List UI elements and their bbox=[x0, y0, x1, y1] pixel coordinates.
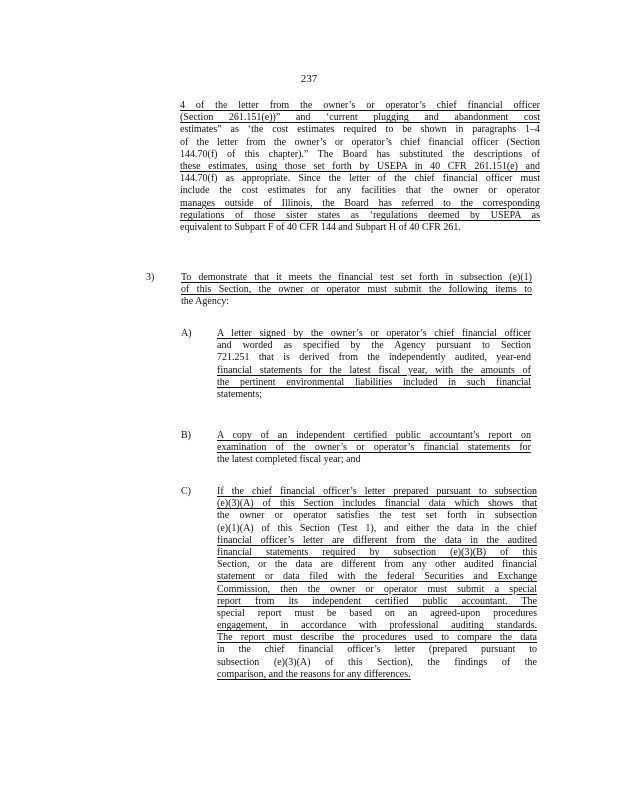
text-line: The report must describe the procedures used to compare the data bbox=[217, 632, 537, 644]
text-line: these estimates, using those set forth by USEPA in 40 CFR 261.151(e) and bbox=[180, 160, 540, 172]
text-line: and worded as specified by the Agency pursuant to Section bbox=[217, 340, 531, 352]
text-line: A letter signed by the owner’s or operator’s chief financial officer bbox=[217, 328, 531, 339]
text-line: include the cost estimates for any facilities that the owner or operator bbox=[180, 185, 540, 197]
text-line: statement or data filed with the federal Securities and Exchange bbox=[217, 571, 537, 583]
text-line: examination of the owner’s or operator’s financial statements for bbox=[217, 442, 531, 454]
text-line: 144.70(f) of this chapter).” The Board has substituted the descriptions of bbox=[180, 148, 540, 160]
text-line: (e)(3)(A) of this Section includes financial data which shows that bbox=[217, 498, 537, 510]
text-line: regulations of those sister states as ‘regulations deemed by USEPA as bbox=[180, 209, 540, 221]
text-line: Section, or the data are different from any other audited financial bbox=[217, 559, 537, 571]
text-line: Commission, then the owner or operator must submit a special bbox=[217, 583, 537, 595]
page-number: 237 bbox=[300, 73, 318, 85]
text-line: 144.70(f) as appropriate. Since the letter of the chief financial officer must bbox=[180, 173, 540, 185]
text-line: 4 of the letter from the owner’s or operator’s chief financial officer bbox=[180, 100, 540, 111]
text-line: (Section 261.151(e))” and ‘current plugging and abandonment cost bbox=[180, 112, 540, 124]
text-line: subsection (e)(3)(A) of this Section), the findings of the bbox=[217, 656, 537, 668]
text-line: If the chief financial officer’s letter prepared pursuant to subsection bbox=[217, 486, 537, 497]
text-line: manages outside of Illinois, the Board has referred to the corresponding bbox=[180, 197, 540, 209]
item-b-text bbox=[217, 430, 531, 467]
text-line: special report must be based on an agreed-upon procedures bbox=[217, 607, 537, 619]
text-line: engagement, in accordance with professional auditing standards. bbox=[217, 620, 537, 632]
item-a-text bbox=[217, 328, 531, 401]
text-line: report from its independent certified public accountant. The bbox=[217, 595, 537, 607]
item-c-text bbox=[217, 486, 537, 681]
text-line: 721.251 that is derived from the independently audited, year-end bbox=[217, 352, 531, 364]
text-line: in the chief financial officer’s letter (prepared pursuant to bbox=[217, 644, 537, 656]
text-line: A copy of an independent certified public accountant’s report on bbox=[217, 430, 531, 441]
paragraph-top bbox=[180, 100, 540, 234]
text-line: of the letter from the owner’s or operator’s chief financial officer (Section bbox=[180, 136, 540, 148]
text-line: (e)(1)(A) of this Section (Test 1), and either the data in the chief bbox=[217, 522, 537, 534]
item-a-marker: A) bbox=[181, 328, 192, 339]
text-line: statements; bbox=[217, 388, 262, 400]
item-c-marker: C) bbox=[181, 486, 191, 497]
item-3-text bbox=[181, 272, 532, 309]
text-line: comparison, and the reasons for any differences. bbox=[217, 668, 411, 680]
text-line: the pertinent environmental liabilities included in such financial bbox=[217, 376, 531, 388]
text-line: To demonstrate that it meets the financial test set forth in subsection (e)(1) bbox=[181, 272, 532, 283]
text-line: financial statements for the latest fiscal year, with the amounts of bbox=[217, 364, 531, 376]
text-line: financial officer’s letter are different from the data in the audited bbox=[217, 534, 537, 546]
text-line: financial statements required by subsection (e)(3)(B) of this bbox=[217, 546, 537, 558]
item-b-marker: B) bbox=[181, 430, 191, 441]
text-line: equivalent to Subpart F of 40 CFR 144 and Subpart H of 40 CFR 261. bbox=[180, 221, 461, 233]
text-line: the latest completed fiscal year; and bbox=[217, 454, 361, 466]
text-line: estimates” as ‘the cost estimates required to be shown in paragraphs 1–4 bbox=[180, 124, 540, 136]
text-line: of this Section, the owner or operator must submit the following items to bbox=[181, 284, 532, 296]
item-3-marker: 3) bbox=[146, 272, 155, 283]
text-line: the Agency: bbox=[181, 296, 230, 308]
text-line: the owner or operator satisfies the test set forth in subsection bbox=[217, 510, 537, 522]
